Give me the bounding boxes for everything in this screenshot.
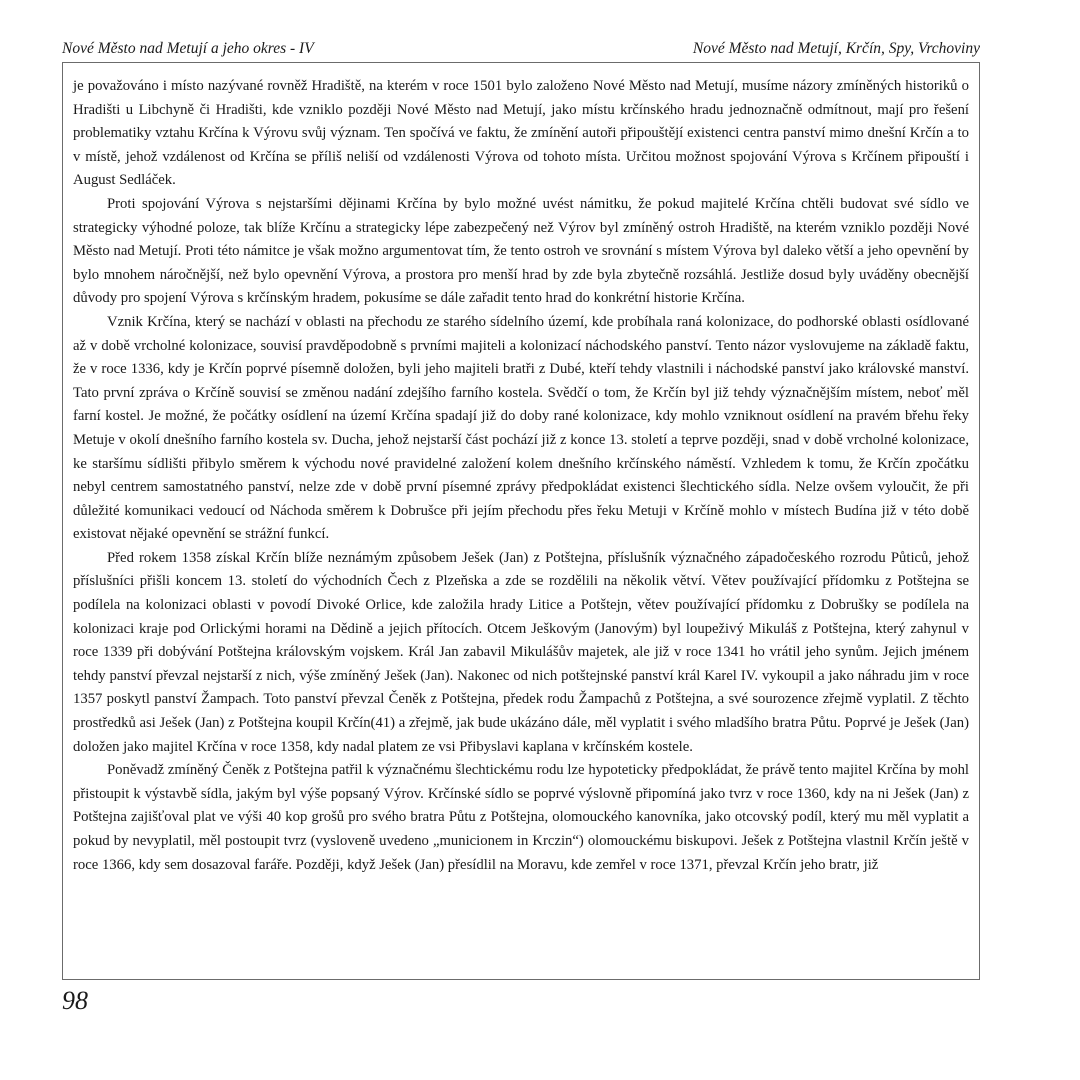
running-header [62, 38, 980, 60]
header-book-title: Nové Město nad Metují a jeho okres - IV [62, 40, 314, 57]
paragraph: Vznik Krčína, který se nachází v oblasti na přechodu ze starého sídelního území, kde probíhala raná kolonizace, do podhorské oblasti osídlované až v době vrcholné kolonizace, souvisí pravděpodobně s prvními majiteli a kolonizací náchodského panství. Tento názor vyslovujeme na základě faktu, že v roce 1336, kdy je Krčín poprvé písemně doložen, byli jeho majiteli bratři z Dubé, kteří tehdy vlastnili i náchodské panství jako královské manství. Tato první zpráva o Krčíně souvisí se změnou nadání zdejšího farního kostela. Svědčí o tom, že Krčín byl již tehdy význačnějším místem, neboť měl farní kostel. Je možné, že počátky osídlení na území Krčína spadají již do doby rané kolonizace, kdy mohlo vzniknout osídlení na pravém břehu řeky Metuje v okolí dnešního farního kostela sv. Ducha, jehož nejstarší část pochází již z konce 13. století a teprve později, snad v době vrcholné kolonizace, ke staršímu sídlišti přibylo směrem k východu nové pravidelné založení kolem dnešního krčínského náměstí. Vzhledem k tomu, že Krčín zpočátku nebyl centrem samostatného panství, nelze zde v době první písemné zprávy předpokládat existenci šlechtického sídla. Nelze ovšem vyloučit, že při důležité komunikaci vedoucí od Náchoda směrem k Dobrušce při jejím přechodu přes řeku Metuji v Krčíně mohlo v místech Budína již v této době existovat nějaké opevnění se strážní funkcí. [73, 313, 969, 543]
paragraph: Proti spojování Výrova s nejstaršími dějinami Krčína by bylo možné uvést námitku, že pokud majitelé Krčína chtěli budovat své sídlo ve strategicky výhodné poloze, tak blíže Krčínu a strategicky lépe zabezpečený než Výrov byl zmíněný ostroh Hradiště, na kterém vzniklo později Nové Město nad Metují. Proti této námitce je však možno argumentovat tím, že tento ostroh ve srovnání s místem Výrova byl daleko větší a jeho opevnění by bylo mnohem náročnější, než bylo opevnění Výrova, a prostora pro menší hrad by zde byla zbytečně rozsáhlá. Jestliže dosud byly uváděny obecnější důvody pro spojení Výrova s krčínským hradem, pokusíme se dále zařadit tento hrad do konkrétní historie Krčína. [73, 195, 969, 307]
page-number: 98 [62, 986, 88, 1015]
header-section-title: Nové Město nad Metují, Krčín, Spy, Vrchoviny [692, 40, 980, 57]
paragraph: Poněvadž zmíněný Čeněk z Potštejna patřil k význačnému šlechtickému rodu lze hypoteticky předpokládat, že právě tento majitel Krčína by mohl přistoupit k výstavbě sídla, jakým byl výše popsaný Výrov. Krčínské sídlo se poprvé výslovně připomíná jako tvrz v roce 1360, kdy na ni Ješek (Jan) z Potštejna zajišťoval plat ve výši 40 kop grošů pro svého bratra Půtu z Potštejna, olomouckého kanovníka, jako otcovský podíl, který mu měl vyplatit a pokud by nevyplatil, měl postoupit tvrz (vysloveně uvedeno „municionem in Krczin“) olomouckému biskupovi. Ješek z Potštejna vlastnil Krčín ještě v roce 1366, kdy sem dosazoval faráře. Později, když Ješek (Jan) přesídlil na Moravu, kde zemřel v roce 1371, převzal Krčín jeho bratr, již [73, 762, 969, 873]
paragraph: Před rokem 1358 získal Krčín blíže neznámým způsobem Ješek (Jan) z Potštejna, příslušník význačného západočeského rozrodu Půticů, jehož příslušníci přišli koncem 13. století do východních Čech z Plzeňska a zde se rozdělili na několik větví. Větev používající přídomku z Potštejna se podílela na kolonizaci oblasti v povodí Divoké Orlice, kde založila hrady Litice a Potštejn, větev používající přídomku z Dobrušky se podílela na kolonizaci kraje pod Orlickými horami na Dědině a jejich přítocích. Otcem Ješkovým (Janovým) byl loupeživý Mikuláš z Potštejna, který zahynul v roce 1339 při dobývání Potštejna královským vojskem. Král Jan zabavil Mikulášův majetek, ale již v roce 1341 ho vrátil jeho synům. Jejich jménem tehdy panství převzal nejstarší z nich, výše zmíněný Ješek (Jan). Nakonec od nich potštejnské panství král Karel IV. vykoupil a jako náhradu jim v roce 1357 poskytl panství Žampach. Toto panství převzal Čeněk z Potštejna, předek rodu Žampachů z Potštejna, a své sourozence zřejmě vyplatil. Z těchto prostředků asi Ješek (Jan) z Potštejna koupil Krčín(41) a zřejmě, jak bude ukázáno dále, měl vyplatit i svého mladšího bratra Půtu. Poprvé je Ješek (Jan) doložen jako majitel Krčína v roce 1358, kdy nadal platem ze vsi Přibyslavi kaplana v krčínském kostele. [73, 549, 969, 755]
paragraph: je považováno i místo nazývané rovněž Hradiště, na kterém v roce 1501 bylo založeno Nové Město nad Metují, musíme názory zmíněných historiků o Hradišti u Libchyně či Hradišti, kde vzniklo později Nové Město nad Metují, jako místu krčínského hradu jednoznačně odmítnout, mají pro řešení problematiky vztahu Krčína k Výrovu svůj význam. Ten spočívá ve faktu, že zmínění autoři připouštějí existenci centra panství mimo dnešní Krčín a to v místě, jehož vzdálenost od Krčína se příliš neliší od vzdálenosti Výrova od tohoto místa. Určitou možnost spojování Výrova s Krčínem připouští i August Sedláček. [73, 78, 969, 189]
text-frame [62, 62, 980, 980]
body-text [73, 75, 969, 877]
